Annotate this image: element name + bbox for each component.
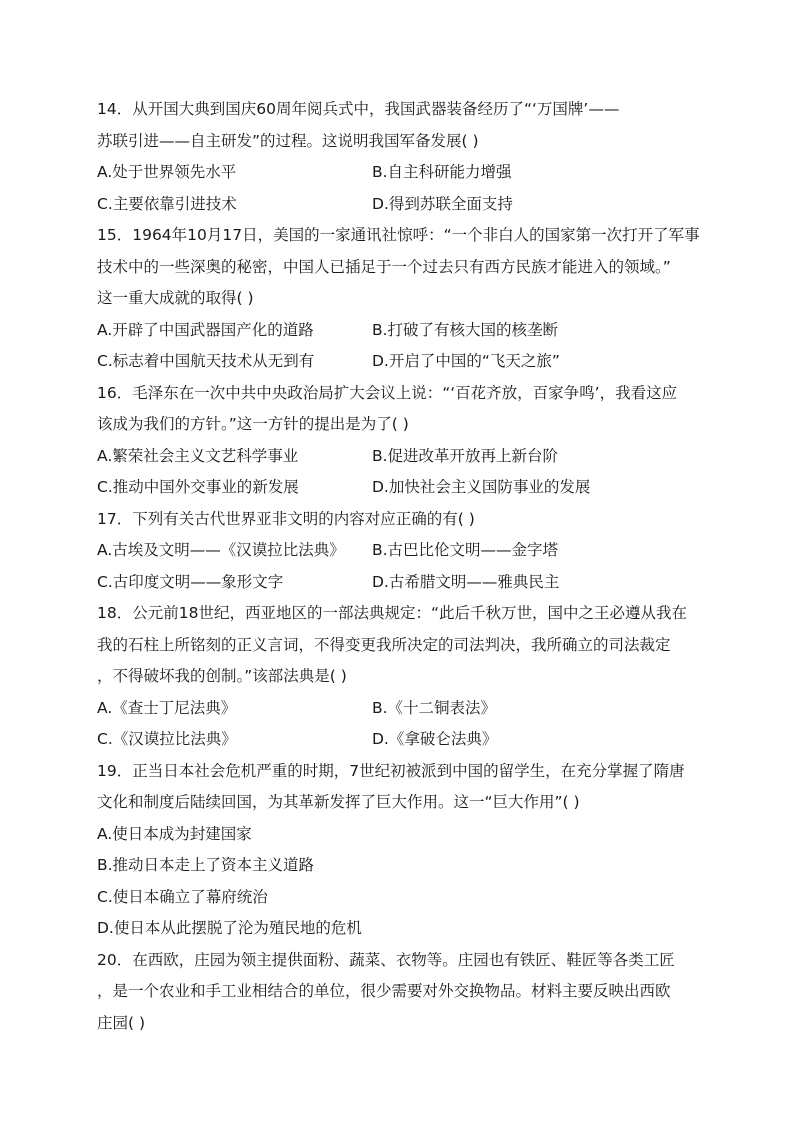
question-stem-line: 这一重大成就的取得( ) [97, 289, 254, 307]
option-b[interactable]: B.打破了有核大国的核垄断 [372, 320, 559, 339]
option-row [97, 346, 703, 378]
question-stem-line: ，是一个农业和手工业相结合的单位，很少需要对外交换物品。材料主要反映出西欧 [97, 982, 671, 1000]
option-row [97, 315, 703, 347]
question-stem-line: 技术中的一些深奥的秘密，中国人已插足于一个过去只有西方民族才能进入的领域。” [97, 257, 671, 276]
question-15 [97, 220, 703, 378]
option-d[interactable]: D.开启了中国的“飞天之旅” [372, 352, 560, 370]
option-row [97, 441, 703, 473]
option-row [97, 693, 703, 725]
option-c[interactable]: C.古印度文明——象形文字 [97, 572, 284, 591]
option-row [97, 724, 703, 756]
question-stem-line: 17．下列有关古代世界亚非文明的内容对应正确的有( ) [97, 509, 475, 528]
question-stem-line: ，不得破坏我的创制。”该部法典是( ) [97, 667, 347, 685]
option-c[interactable]: C.使日本确立了幕府统治 [97, 887, 268, 906]
question-stem-line: 16．毛泽东在一次中共中央政治局扩大会议上说：“‘百花齐放，百家争鸣’，我看这应 [97, 383, 678, 402]
question-17 [97, 504, 703, 599]
question-stem-line: 14．从开国大典到国庆60周年阅兵式中，我国武器装备经历了“‘万国牌’—— [97, 100, 620, 118]
option-d[interactable]: D.使日本从此摆脱了沦为殖民地的危机 [97, 919, 362, 937]
question-stem-line: 19．正当日本社会危机严重的时期，7世纪初被派到中国的留学生，在充分掌握了隋唐 [97, 761, 685, 780]
option-row [97, 157, 703, 189]
question-20 [97, 945, 703, 1040]
question-stem-line: 庄园( ) [97, 1013, 146, 1032]
option-c[interactable]: C.标志着中国航天技术从无到有 [97, 352, 315, 370]
question-list [97, 94, 703, 1039]
question-stem-line: 18．公元前18世纪，西亚地区的一部法典规定：“此后千秋万世，国中之王必遵从我在 [97, 604, 687, 622]
option-d[interactable]: D.加快社会主义国防事业的发展 [372, 478, 591, 496]
option-row [97, 535, 703, 567]
option-a[interactable]: A.开辟了中国武器国产化的道路 [97, 320, 314, 339]
option-d[interactable]: D.得到苏联全面支持 [372, 194, 513, 213]
option-a[interactable]: A.处于世界领先水平 [97, 163, 237, 181]
question-18 [97, 598, 703, 756]
option-a[interactable]: A.繁荣社会主义文艺科学事业 [97, 446, 299, 465]
option-a[interactable]: A.使日本成为封建国家 [97, 824, 252, 843]
option-b[interactable]: B.促进改革开放再上新台阶 [372, 446, 559, 465]
option-a[interactable]: A.《查士丁尼法典》 [97, 698, 237, 717]
option-c[interactable]: C.主要依靠引进技术 [97, 194, 237, 213]
option-row [97, 567, 703, 599]
option-row [97, 189, 703, 221]
question-stem-line: 该成为我们的方针。”这一方针的提出是为了( ) [97, 415, 409, 433]
option-b[interactable]: B.推动日本走上了资本主义道路 [97, 856, 315, 874]
option-d[interactable]: D.古希腊文明——雅典民主 [372, 572, 560, 591]
question-stem-line: 文化和制度后陆续回国，为其革新发挥了巨大作用。这一“巨大作用”( ) [97, 793, 580, 811]
option-c[interactable]: C.《汉谟拉比法典》 [97, 730, 237, 748]
question-14 [97, 94, 703, 220]
option-d[interactable]: D.《拿破仑法典》 [372, 730, 498, 748]
question-stem-line: 20．在西欧，庄园为领主提供面粉、蔬菜、衣物等。庄园也有铁匠、鞋匠等各类工匠 [97, 950, 675, 969]
option-c[interactable]: C.推动中国外交事业的新发展 [97, 478, 299, 496]
question-16 [97, 378, 703, 504]
question-stem-line: 我的石柱上所铭刻的正义言词，不得变更我所决定的司法判决，我所确立的司法裁定 [97, 635, 671, 654]
option-b[interactable]: B.《十二铜表法》 [372, 698, 497, 717]
question-stem-line: 苏联引进——自主研发”的过程。这说明我国军备发展( ) [97, 131, 479, 150]
option-b[interactable]: B.古巴比伦文明——金字塔 [372, 541, 559, 559]
question-stem-line: 15．1964年10月17日，美国的一家通讯社惊呼：“一个非白人的国家第一次打开了军事 [97, 226, 700, 244]
option-a[interactable]: A.古埃及文明——《汉谟拉比法典》 [97, 541, 345, 559]
option-b[interactable]: B.自主科研能力增强 [372, 163, 512, 181]
question-19 [97, 756, 703, 945]
option-row [97, 472, 703, 504]
